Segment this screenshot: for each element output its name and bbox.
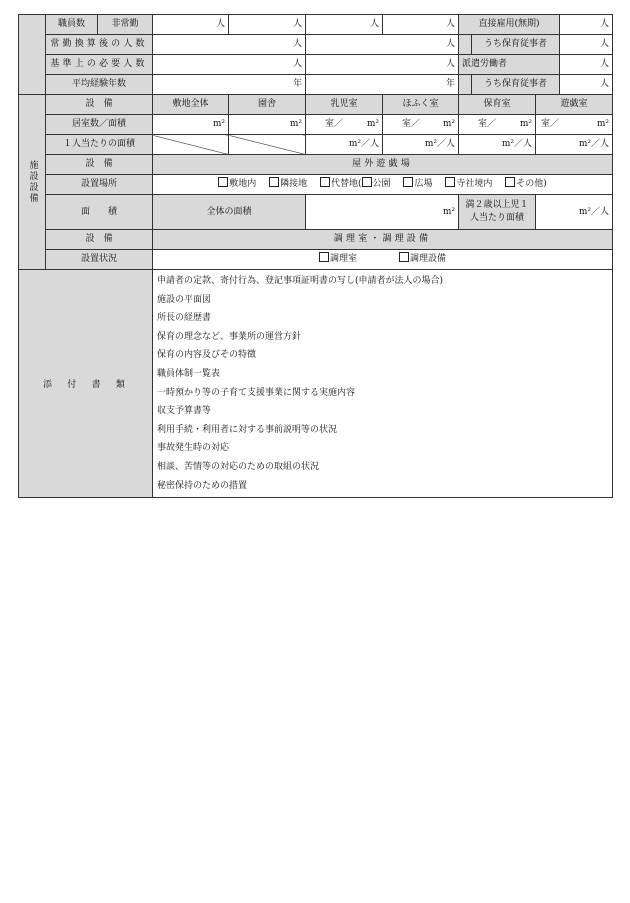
- dispatch-input[interactable]: 人: [560, 55, 613, 75]
- over2-label: 満２歳以上児１人当たり面積: [459, 195, 536, 230]
- staff-count-input[interactable]: 人: [153, 15, 229, 35]
- indent-cell: [459, 35, 472, 55]
- per-person-input[interactable]: m²／人: [459, 135, 536, 155]
- checkbox[interactable]: [362, 177, 372, 187]
- fte-input[interactable]: 人: [153, 35, 306, 55]
- per-person-label: １人当たりの面積: [46, 135, 153, 155]
- avg-exp-input[interactable]: 年: [153, 75, 306, 95]
- checkbox[interactable]: [319, 252, 329, 262]
- attachment-item: 職員体制一覧表: [157, 368, 221, 379]
- attachment-item: 利用手続・利用者に対する事前説明等の状況: [157, 424, 338, 435]
- checkbox[interactable]: [320, 177, 330, 187]
- staff-table: [18, 14, 613, 95]
- attachments-list: [153, 270, 613, 498]
- required-input[interactable]: 人: [153, 55, 306, 75]
- avg-exp-input[interactable]: 年: [306, 75, 459, 95]
- kitchen-title: 調理室・調理設備: [153, 230, 613, 250]
- column-header: 園舎: [229, 95, 306, 115]
- total-area-input[interactable]: m²: [306, 195, 459, 230]
- location-row: [19, 175, 613, 195]
- attachment-item: 一時預かり等の子育て支援事業に関する実施内容: [157, 387, 356, 398]
- facility-table: [18, 94, 613, 270]
- kitchen-option[interactable]: 調理室: [319, 254, 357, 264]
- attachments-table: [18, 269, 613, 498]
- equipment-label: 設 備: [46, 230, 153, 250]
- room-area-label: 居室数／面積: [46, 115, 153, 135]
- attachment-item: 保育の内容及びその特徴: [157, 350, 257, 361]
- application-form: [18, 14, 612, 498]
- part-time-label: 非常勤: [98, 15, 153, 35]
- not-applicable-cell: [229, 135, 306, 155]
- area-row: [19, 195, 613, 230]
- fte-row: [19, 35, 613, 55]
- equipment-header-row: [19, 95, 613, 115]
- attachment-item: 所長の経歴書: [157, 313, 212, 324]
- checkbox[interactable]: [218, 177, 228, 187]
- staff-count-input[interactable]: 人: [306, 15, 383, 35]
- attachment-item: 施設の平面図: [157, 294, 212, 305]
- location-option[interactable]: 広場: [403, 179, 432, 189]
- staff-side-cell: [19, 15, 46, 95]
- outdoor-title: 屋外遊戯場: [153, 155, 613, 175]
- equipment-label: 設 備: [46, 155, 153, 175]
- location-option[interactable]: 隣接地: [269, 179, 307, 189]
- attachment-item: 保育の理念など、事業所の運営方針: [157, 331, 302, 342]
- avg-exp-label: 平均経験年数: [46, 75, 153, 95]
- per-person-input[interactable]: m²／人: [306, 135, 383, 155]
- location-label: 設置場所: [46, 175, 153, 195]
- attachment-item: 申請者の定款、寄付行為、登記事項証明書の写し(申請者が法人の場合): [157, 276, 444, 286]
- room-area-input[interactable]: 室／ m²: [459, 115, 536, 135]
- column-header: 遊戯室: [536, 95, 613, 115]
- per-person-row: [19, 135, 613, 155]
- attachment-item: 秘密保持のための措置: [157, 480, 248, 491]
- attachment-item: 事故発生時の対応: [157, 443, 230, 454]
- of-which-nursery-input[interactable]: 人: [560, 75, 613, 95]
- facility-section-label: 施設設備: [19, 95, 46, 270]
- kitchen-options: [153, 250, 613, 270]
- attachments-label: 添 付 書 類: [19, 270, 153, 498]
- checkbox[interactable]: [505, 177, 515, 187]
- kitchen-option[interactable]: 調理設備: [399, 254, 446, 264]
- not-applicable-cell: [153, 135, 229, 155]
- room-area-row: [19, 115, 613, 135]
- of-which-nursery-input[interactable]: 人: [560, 35, 613, 55]
- total-area-label: 全体の面積: [153, 195, 306, 230]
- attachment-item: 収支予算書等: [157, 406, 212, 417]
- per-person-input[interactable]: m²／人: [536, 135, 613, 155]
- checkbox[interactable]: [445, 177, 455, 187]
- required-label: 基準上の必要人数: [46, 55, 153, 75]
- checkbox[interactable]: [403, 177, 413, 187]
- required-input[interactable]: 人: [306, 55, 459, 75]
- indent-cell: [459, 75, 472, 95]
- direct-hire-input[interactable]: 人: [560, 15, 613, 35]
- room-area-input[interactable]: 室／ m²: [383, 115, 459, 135]
- kitchen-header-row: [19, 230, 613, 250]
- attachment-item: 相談、苦情等の対応のための取組の状況: [157, 461, 320, 472]
- dispatch-label: 派遣労働者: [459, 55, 560, 75]
- checkbox[interactable]: [399, 252, 409, 262]
- area-label: 面 積: [46, 195, 153, 230]
- avg-exp-row: [19, 75, 613, 95]
- over2-area-input[interactable]: m²／人: [536, 195, 613, 230]
- staff-count-input[interactable]: 人: [383, 15, 459, 35]
- staff-count-input[interactable]: 人: [229, 15, 306, 35]
- column-header: 敷地全体: [153, 95, 229, 115]
- direct-hire-label: 直接雇用(無期): [459, 15, 560, 35]
- staff-count-label: 職員数: [46, 15, 98, 35]
- location-option[interactable]: 敷地内: [218, 179, 256, 189]
- area-input[interactable]: m²: [229, 115, 306, 135]
- outdoor-header-row: [19, 155, 613, 175]
- install-status-label: 設置状況: [46, 250, 153, 270]
- checkbox[interactable]: [269, 177, 279, 187]
- per-person-input[interactable]: m²／人: [383, 135, 459, 155]
- area-input[interactable]: m²: [153, 115, 229, 135]
- location-option[interactable]: 寺社境内: [445, 179, 492, 189]
- required-row: [19, 55, 613, 75]
- location-options: [153, 175, 613, 195]
- column-header: ほふく室: [383, 95, 459, 115]
- location-option[interactable]: その他): [505, 179, 547, 189]
- of-which-nursery-label: うち保育従事者: [472, 35, 560, 55]
- column-header: 保育室: [459, 95, 536, 115]
- install-status-row: [19, 250, 613, 270]
- of-which-nursery-label: うち保育従事者: [472, 75, 560, 95]
- staff-count-row: [19, 15, 613, 35]
- fte-label: 常勤換算後の人数: [46, 35, 153, 55]
- fte-input[interactable]: 人: [306, 35, 459, 55]
- room-area-input[interactable]: 室／ m²: [536, 115, 613, 135]
- column-header: 乳児室: [306, 95, 383, 115]
- room-area-input[interactable]: 室／ m²: [306, 115, 383, 135]
- equipment-label: 設 備: [46, 95, 153, 115]
- location-option[interactable]: 代替地( 公園: [320, 179, 391, 189]
